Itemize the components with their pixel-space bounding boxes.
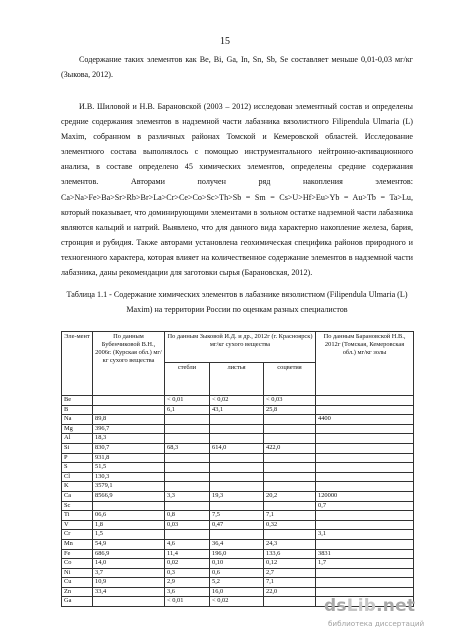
table-cell: 0,02 [165, 559, 210, 569]
table-cell [93, 597, 165, 607]
element-symbol-cell: P [62, 453, 93, 463]
header-baranovskaya: По данным Барановской Н.В., 2012г (Томская, Кемеровская обл.) мг/кг золы [316, 332, 414, 396]
table-cell [316, 405, 414, 415]
table-row [62, 453, 414, 463]
table-cell [210, 424, 264, 434]
table-cell [316, 482, 414, 492]
table-cell [316, 520, 414, 530]
table-row [62, 568, 414, 578]
table-cell: 0,10 [210, 559, 264, 569]
table-cell: 18,3 [93, 434, 165, 444]
table-cell: 1,5 [93, 530, 165, 540]
table-row [62, 415, 414, 425]
table-cell [165, 482, 210, 492]
table-cell [93, 501, 165, 511]
table-cell [210, 482, 264, 492]
table-cell: 0,47 [210, 520, 264, 530]
element-symbol-cell: Al [62, 434, 93, 444]
elements-table [61, 331, 414, 607]
table-cell: 396,7 [93, 424, 165, 434]
table-cell: 2,7 [264, 568, 316, 578]
table-row [62, 424, 414, 434]
table-cell: 7,1 [264, 511, 316, 521]
element-symbol-cell: Fe [62, 549, 93, 559]
table-cell [264, 415, 316, 425]
table-body [62, 396, 414, 607]
table-cell: 89,8 [93, 415, 165, 425]
table-cell [264, 434, 316, 444]
table-cell: 4,6 [165, 539, 210, 549]
element-symbol-cell: B [62, 405, 93, 415]
table-cell: 3,3 [165, 491, 210, 501]
element-symbol-cell: Si [62, 443, 93, 453]
element-symbol-cell: Co [62, 559, 93, 569]
table-cell: 686,9 [93, 549, 165, 559]
table-cell [316, 472, 414, 482]
table-cell: 51,5 [93, 463, 165, 473]
table-cell: 0,03 [165, 520, 210, 530]
table-cell: 43,1 [210, 405, 264, 415]
table-cell: 3579,1 [93, 482, 165, 492]
table-cell: 0,8 [165, 511, 210, 521]
table-cell: 3,7 [93, 568, 165, 578]
table-cell: 25,8 [264, 405, 316, 415]
table-cell [264, 530, 316, 540]
table-cell: < 0,03 [264, 396, 316, 406]
table-cell [264, 463, 316, 473]
table-cell [93, 405, 165, 415]
table-row [62, 434, 414, 444]
element-symbol-cell: Ti [62, 511, 93, 521]
table-cell: 16,0 [210, 587, 264, 597]
table-cell [210, 501, 264, 511]
table-cell [316, 434, 414, 444]
table-cell [165, 434, 210, 444]
table-cell [264, 501, 316, 511]
table-cell: < 0,02 [210, 597, 264, 607]
table-row [62, 578, 414, 588]
header-stems: стебли [165, 363, 210, 396]
header-leaves: листья [210, 363, 264, 396]
table-cell: 68,3 [165, 443, 210, 453]
table-cell [316, 463, 414, 473]
table-cell [316, 568, 414, 578]
table-cell: 36,4 [210, 539, 264, 549]
paragraph-2: И.В. Шиловой и Н.В. Барановской (2003 – 2012) исследован элементный состав и определены средние содержания элементов в надземной части лабазника вязолистного Filipendula Ulmaria (L) Maxim, собранном в различных районах Томской и Кемеровской областей. Исследование элементного состава выполнялось с помощью инструментального нейтронно-активационного анализа, в составе определено 45 химических элементов, определены средние содержания элементов. Авторами получен ряд накопления элементов: Ca>Na>Fe>Ba>Sr>Rb>Br>La>Cr>Ce>Co>Sc>Th>Sb = Sm = Cs>U>Hf>Eu>Yb = Au>Tb = Ta>Lu, который показывает, что доминирующими элементами в зольном остатке надземной части лабазника являются кальций и натрий. Выявлено, что для данного вида характерно накопление железа, бария, стронция и рубидия. Также авторами установлена геохимическая специфика районов природного и техногенного характера, которая влияет на количественное содержание элементов в надземной части лабазника, даны рекомендации для заготовки сырья (Барановская, 2012). [61, 102, 413, 278]
table-cell: 14,0 [93, 559, 165, 569]
paragraph-1: Содержание таких элементов как Be, Bi, Ga, In, Sn, Sb, Se составляет меньше 0,01-0,03 мг/кг (Зыкова, 2012). [61, 55, 413, 80]
table-cell: 10,9 [93, 578, 165, 588]
table-cell: 3,1 [316, 530, 414, 540]
table-cell: 130,3 [93, 472, 165, 482]
table-cell [210, 530, 264, 540]
element-symbol-cell: Zn [62, 587, 93, 597]
table-caption: Таблица 1.1 - Содержание химических элементов в лабазнике вязолистном (Filipendula Ulmaria (L) Maxim) на территории России по оценкам разных специалистов [66, 290, 408, 314]
table-cell: 0,3 [165, 568, 210, 578]
element-symbol-cell: Ga [62, 597, 93, 607]
table-cell [316, 424, 414, 434]
table-cell [264, 482, 316, 492]
table-cell [316, 453, 414, 463]
page-number: 15 [220, 36, 230, 47]
table-cell: 0,6 [210, 568, 264, 578]
table-cell [264, 453, 316, 463]
table-cell [264, 424, 316, 434]
table-cell: 7,1 [264, 578, 316, 588]
header-inflorescence: соцветия [264, 363, 316, 396]
table-cell [264, 597, 316, 607]
table-cell: 22,0 [264, 587, 316, 597]
table-row [62, 559, 414, 569]
table-cell: 19,3 [210, 491, 264, 501]
table-cell: 830,7 [93, 443, 165, 453]
watermark-logo: dsLib.net [324, 596, 416, 616]
table-cell [264, 472, 316, 482]
table-cell [165, 472, 210, 482]
table-row [62, 482, 414, 492]
table-row [62, 463, 414, 473]
table-row [62, 443, 414, 453]
table-cell: < 0,02 [210, 396, 264, 406]
table-cell: < 0,01 [165, 597, 210, 607]
table-cell: 2,9 [165, 578, 210, 588]
element-symbol-cell: Mg [62, 424, 93, 434]
table-row [62, 491, 414, 501]
table-cell [165, 501, 210, 511]
table-cell [210, 415, 264, 425]
table-row [62, 396, 414, 406]
element-symbol-cell: Ni [62, 568, 93, 578]
watermark-subtitle: библиотека диссертаций [328, 619, 425, 628]
table-cell [93, 396, 165, 406]
table-cell: 24,3 [264, 539, 316, 549]
table-cell: 4400 [316, 415, 414, 425]
table-cell: 8566,9 [93, 491, 165, 501]
table-cell: 33,4 [93, 587, 165, 597]
header-zykova: По данным Зыковой И.Д. и др., 2012г (г. Красноярск) мг/кг сухого вещества [165, 332, 316, 363]
element-symbol-cell: Cr [62, 530, 93, 540]
table-cell: 54,9 [93, 539, 165, 549]
table-row [62, 549, 414, 559]
table-cell: 3831 [316, 549, 414, 559]
table-row [62, 501, 414, 511]
table-cell: 0,7 [316, 501, 414, 511]
table-cell: 5,2 [210, 578, 264, 588]
element-symbol-cell: Be [62, 396, 93, 406]
table-cell: 1,8 [93, 520, 165, 530]
table-cell: 196,0 [210, 549, 264, 559]
table-cell: 20,2 [264, 491, 316, 501]
table-cell: 1,7 [316, 559, 414, 569]
element-symbol-cell: Cl [62, 472, 93, 482]
table-cell [165, 453, 210, 463]
element-symbol-cell: K [62, 482, 93, 492]
table-cell [165, 415, 210, 425]
watermark [324, 594, 444, 634]
table-cell: 06,6 [93, 511, 165, 521]
table-row [62, 472, 414, 482]
table-cell [316, 396, 414, 406]
table-cell: 614,0 [210, 443, 264, 453]
table-cell: 3,6 [165, 587, 210, 597]
table-row [62, 520, 414, 530]
table-cell: 0,32 [264, 520, 316, 530]
table-row [62, 539, 414, 549]
element-symbol-cell: V [62, 520, 93, 530]
header-element: Эле-мент [62, 332, 93, 396]
element-symbol-cell: Na [62, 415, 93, 425]
table-cell [210, 472, 264, 482]
header-bubenchikova: По данным Бубенчиковой В.Н., 2006г. (Курская обл.) мг/кг сухого вещества [93, 332, 165, 396]
table-row [62, 511, 414, 521]
table-cell: < 0,01 [165, 396, 210, 406]
table-cell [165, 424, 210, 434]
table-cell: 6,1 [165, 405, 210, 415]
element-symbol-cell: Cu [62, 578, 93, 588]
table-cell [165, 530, 210, 540]
table-cell: 7,5 [210, 511, 264, 521]
table-cell [210, 453, 264, 463]
table-cell [316, 578, 414, 588]
table-cell [210, 463, 264, 473]
table-cell [165, 463, 210, 473]
table-cell [316, 539, 414, 549]
table-cell: 120000 [316, 491, 414, 501]
table-cell: 0,12 [264, 559, 316, 569]
table-cell: 133,6 [264, 549, 316, 559]
table-cell: 931,8 [93, 453, 165, 463]
table-cell [316, 443, 414, 453]
table-header-row [62, 332, 414, 363]
element-symbol-cell: Ca [62, 491, 93, 501]
element-symbol-cell: Mn [62, 539, 93, 549]
table-cell: 422,0 [264, 443, 316, 453]
table-cell [210, 434, 264, 444]
table-row [62, 405, 414, 415]
element-symbol-cell: S [62, 463, 93, 473]
table-cell [316, 511, 414, 521]
table-cell: 11,4 [165, 549, 210, 559]
table-row [62, 530, 414, 540]
element-symbol-cell: Sc [62, 501, 93, 511]
